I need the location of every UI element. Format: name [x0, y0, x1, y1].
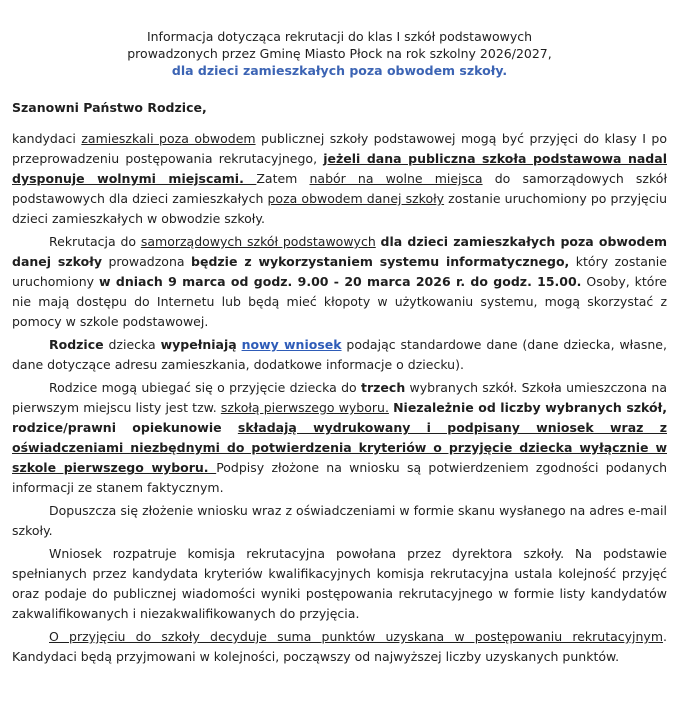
paragraph — [12, 627, 667, 667]
title-line-1: Informacja dotycząca rekrutacji do klas I szkół podstawowych — [146, 29, 533, 44]
text-run: samorządowych szkół podstawowych — [140, 234, 376, 249]
text-run: nabór na wolne miejsca — [309, 171, 483, 186]
text-run: . Kandydaci będą przyjmowani w kolejności, począwszy od najwyższej liczby uzyskanych punktów. — [12, 629, 667, 664]
paragraph — [12, 232, 667, 332]
paragraph — [12, 501, 667, 541]
document-title — [12, 28, 667, 79]
text-run: Wniosek rozpatruje komisja rekrutacyjna powołana przez dyrektora szkoły. Na podstawie spełnianych przez kandydata kryteriów kwalifikacyjnych komisja rekrutacyjna ustala kolejność przyjęć oraz podaje do publicznej wiadomości wyniki postępowania rekrutacyjnego w formie listy kandydatów zakwalifikowanych i niezakwalifikowanych do przyjęcia. — [12, 546, 667, 621]
nowy-wniosek-link[interactable]: nowy wniosek — [241, 337, 342, 352]
text-run: wybranych szkół. Szkoła umieszczona na pierwszym miejscu listy jest tzw. — [12, 380, 667, 415]
salutation: Szanowni Państwo Rodzice, — [12, 100, 207, 115]
title-line-2: prowadzonych przez Gminę Miasto Płock na rok szkolny 2026/2027, — [127, 46, 552, 61]
paragraph — [12, 378, 667, 498]
text-run: składają wydrukowany i podpisany wniosek wraz z oświadczeniami niezbędnymi do potwierdzenia kryteriów o przyjęcie dziecka wyłącznie w szkole pierwszego wyboru. — [12, 420, 667, 475]
text-run: Podpisy złożone na wniosku są potwierdzeniem zgodności podanych informacji ze stanem faktycznym. — [12, 460, 667, 495]
text-run: O przyjęciu do szkoły decyduje suma punktów uzyskana w postępowaniu rekrutacyjnym — [49, 629, 664, 644]
document-body — [12, 129, 667, 667]
text-run: Rodzice mogą ubiegać się o przyjęcie dziecka do — [49, 380, 362, 395]
text-run: w dniach 9 marca od godz. 9.00 - 20 marca 2026 r. do godz. 15.00. — [99, 274, 582, 289]
text-run: Niezależnie od liczby wybranych szkół, rodzice/prawni opiekunowie — [12, 400, 667, 435]
text-run: szkołą pierwszego wyboru. — [220, 400, 389, 415]
paragraph — [12, 335, 667, 375]
text-run: Rodzice — [49, 337, 104, 352]
title-line-3: dla dzieci zamieszkałych poza obwodem szkoły. — [171, 63, 508, 78]
text-run: trzech — [361, 380, 406, 395]
text-run: prowadzona — [101, 254, 192, 269]
paragraph — [12, 129, 667, 229]
text-run: Rekrutacja do — [49, 234, 141, 249]
paragraph — [12, 544, 667, 624]
text-run: Dopuszcza się złożenie wniosku wraz z oświadczeniami w formie skanu wysłanego na adres e-mail szkoły. — [12, 503, 667, 538]
text-run: dla dzieci zamieszkałych poza obwodem danej szkoły — [12, 234, 667, 269]
text-run: zostanie uruchomiony po przyjęciu dzieci zamieszkałych w obwodzie szkoły. — [12, 191, 667, 226]
text-run: Osoby, które nie mają dostępu do Internetu lub będą mieć kłopoty w użytkowaniu systemu, mogą skorzystać z pomocy w szkole podstawowej. — [12, 274, 667, 329]
text-run: podając standardowe dane (dane dziecka, własne, dane dotyczące adresu zamieszkania, dodatkowe informacje o dziecku). — [12, 337, 667, 372]
text-run: publicznej szkoły podstawowej mogą być przyjęci do klasy I po przeprowadzeniu postępowania rekrutacyjnego, — [12, 131, 667, 166]
text-run: jeżeli dana publiczna szkoła podstawowa nadal dysponuje wolnymi miejscami. — [12, 151, 667, 186]
text-run: zamieszkali poza obwodem — [81, 131, 256, 146]
text-run: kandydaci — [12, 131, 82, 146]
text-run: wypełniają — [160, 337, 237, 352]
text-run: Zatem — [256, 171, 310, 186]
text-run: poza obwodem danej szkoły — [267, 191, 445, 206]
text-run: dziecka — [103, 337, 161, 352]
text-run: będzie z wykorzystaniem systemu informatycznego, — [191, 254, 570, 269]
text-run: do samorządowych szkół podstawowych dla dzieci zamieszkałych — [12, 171, 667, 206]
text-run: który zostanie uruchomiony — [12, 254, 667, 289]
